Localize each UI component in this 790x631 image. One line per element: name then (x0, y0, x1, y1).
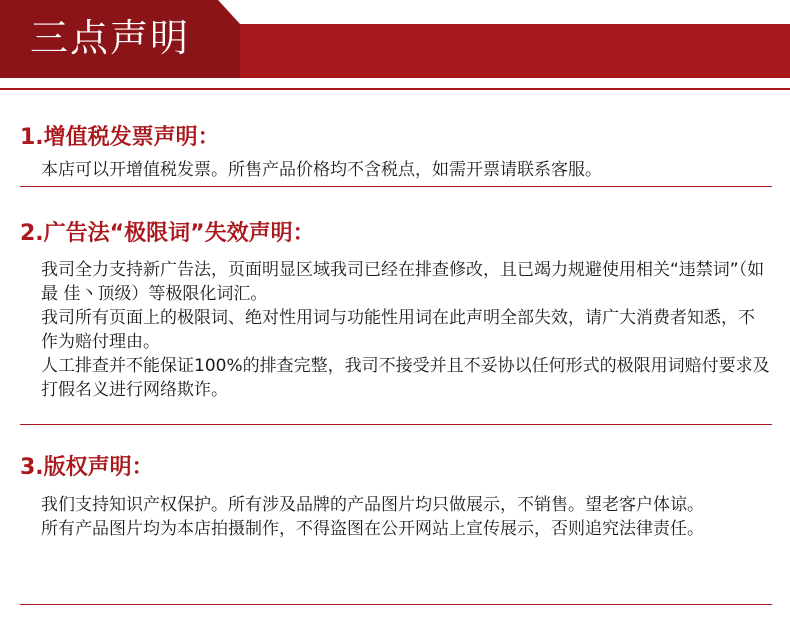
section-divider (20, 604, 772, 605)
header-divider (0, 88, 790, 90)
section-title-ad-law: 2.广告法“极限词”失效声明： (20, 221, 315, 246)
paragraph: 我们支持知识产权保护。所有涉及品牌的产品图片均只做展示，不销售。望老客户体谅。 (41, 495, 704, 515)
section-divider (20, 186, 772, 187)
section-body-invoice (41, 158, 771, 182)
page-title: 三点声明 (30, 16, 191, 60)
section-divider (20, 424, 772, 425)
paragraph: 人工排查并不能保证100%的排查完整，我司不接受并且不妥协以任何形式的极限用词赔付要求及打假名义进行网络欺诈。 (41, 356, 770, 400)
paragraph: 我司所有页面上的极限词、绝对性用词与功能性用词在此声明全部失效，请广大消费者知悉，不作为赔付理由。 (41, 308, 755, 352)
paragraph: 我司全力支持新广告法，页面明显区域我司已经在排查修改，且已竭力规避使用相关“违禁词”（如最 佳丶顶级）等极限化词汇。 (41, 260, 765, 304)
section-title-copyright: 3.版权声明： (20, 455, 154, 480)
section-title-invoice: 1.增值税发票声明： (20, 125, 220, 150)
paragraph: 本店可以开增值税发票。所售产品价格均不含税点，如需开票请联系客服。 (41, 160, 602, 180)
paragraph: 所有产品图片均为本店拍摄制作，不得盗图在公开网站上宣传展示，否则追究法律责任。 (41, 519, 704, 539)
section-body-copyright (41, 493, 771, 541)
section-body-ad-law (41, 258, 771, 402)
